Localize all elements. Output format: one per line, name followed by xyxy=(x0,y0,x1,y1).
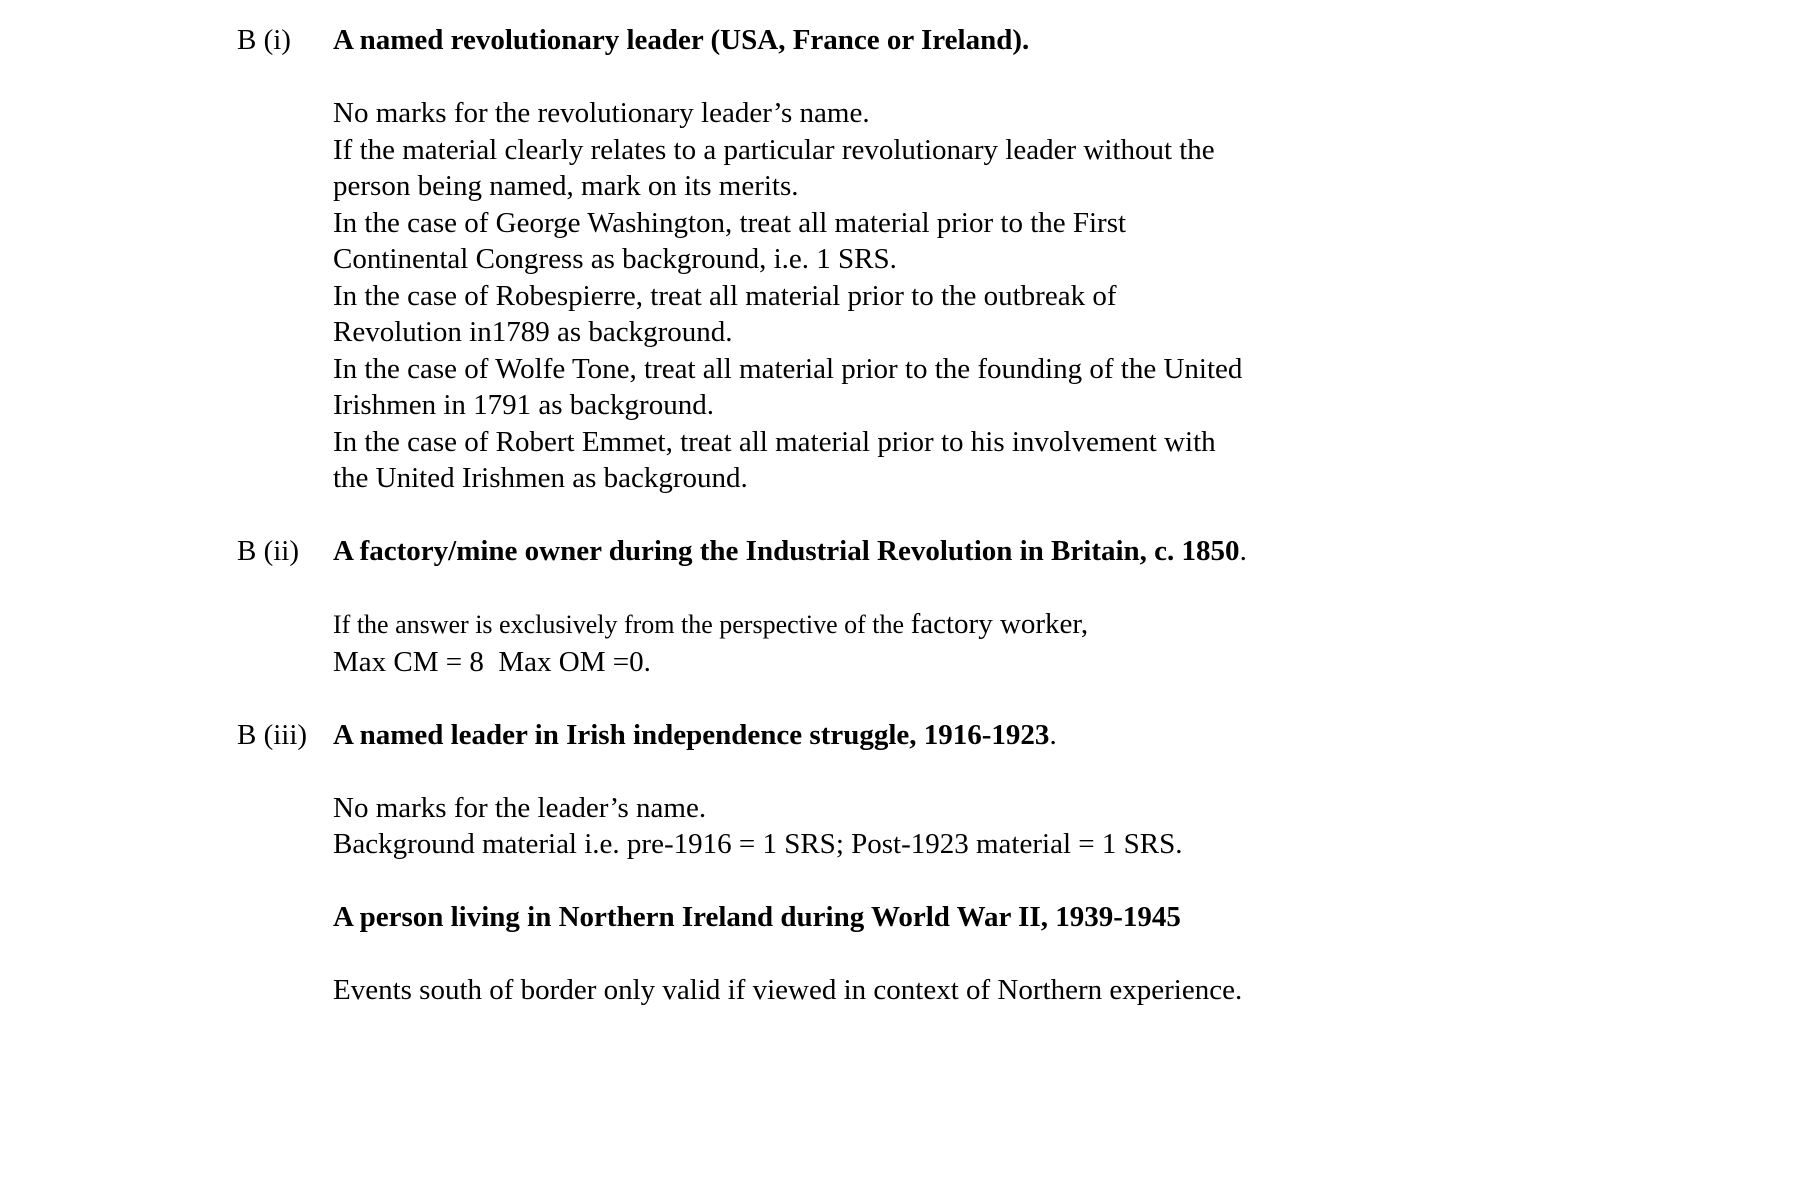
section-body xyxy=(333,790,1758,863)
section-content xyxy=(333,899,1758,1009)
marking-scheme-document xyxy=(237,22,1758,1009)
body-line: Continental Congress as background, i.e. 1 SRS. xyxy=(333,243,897,275)
body-line: In the case of Robert Emmet, treat all material prior to his involvement with xyxy=(333,425,1216,458)
section-1 xyxy=(237,22,1758,497)
body-line-segment: factory worker, xyxy=(910,608,1089,640)
body-line: No marks for the revolutionary leader’s name. xyxy=(333,97,870,129)
body-line: In the case of George Washington, treat all material prior to the First xyxy=(333,206,1127,239)
section-body xyxy=(333,972,1758,1009)
body-line: If the material clearly relates to a particular revolutionary leader without the xyxy=(333,133,1215,166)
section-heading xyxy=(333,22,1758,59)
body-line: In the case of Robespierre, treat all material prior to the outbreak of xyxy=(333,279,1117,312)
heading-bold-text: A factory/mine owner during the Industrial Revolution in Britain, c. 1850 xyxy=(333,535,1240,567)
heading-bold-text: A person living in Northern Ireland during World War II, 1939-1945 xyxy=(333,901,1181,933)
section-heading xyxy=(333,899,1758,936)
heading-bold-text: A named revolutionary leader (USA, France or Ireland). xyxy=(333,24,1030,56)
section-heading xyxy=(333,533,1758,570)
body-line: Events south of border only valid if viewed in context of Northern experience. xyxy=(333,974,1243,1006)
section-body xyxy=(333,95,1758,497)
body-line: the United Irishmen as background. xyxy=(333,462,748,494)
heading-plain-text: . xyxy=(1049,718,1057,751)
section-4 xyxy=(237,899,1758,1009)
body-line: person being named, mark on its merits. xyxy=(333,170,799,202)
section-2 xyxy=(237,533,1758,680)
body-line: No marks for the leader’s name. xyxy=(333,791,707,824)
section-content xyxy=(333,717,1758,863)
body-line xyxy=(333,606,1758,644)
section-3 xyxy=(237,717,1758,863)
body-line: In the case of Wolfe Tone, treat all material prior to the founding of the United xyxy=(333,352,1243,385)
section-label: B (i) xyxy=(237,24,291,56)
section-label: B (ii) xyxy=(237,535,300,567)
section-heading xyxy=(333,717,1758,754)
body-line: Irishmen in 1791 as background. xyxy=(333,389,714,421)
body-line: Max CM = 8 Max OM =0. xyxy=(333,645,651,678)
section-label: B (iii) xyxy=(237,718,308,751)
section-content xyxy=(333,22,1758,497)
section-content xyxy=(333,533,1758,680)
body-line-segment-small: If the answer is exclusively from the perspective of the xyxy=(333,610,911,639)
heading-plain-text: . xyxy=(1239,535,1247,567)
body-line: Background material i.e. pre-1916 = 1 SRS; Post-1923 material = 1 SRS. xyxy=(333,828,1183,860)
heading-bold-text: A named leader in Irish independence struggle, 1916-1923 xyxy=(333,718,1050,751)
body-line: Revolution in1789 as background. xyxy=(333,316,733,348)
section-body xyxy=(333,606,1758,680)
